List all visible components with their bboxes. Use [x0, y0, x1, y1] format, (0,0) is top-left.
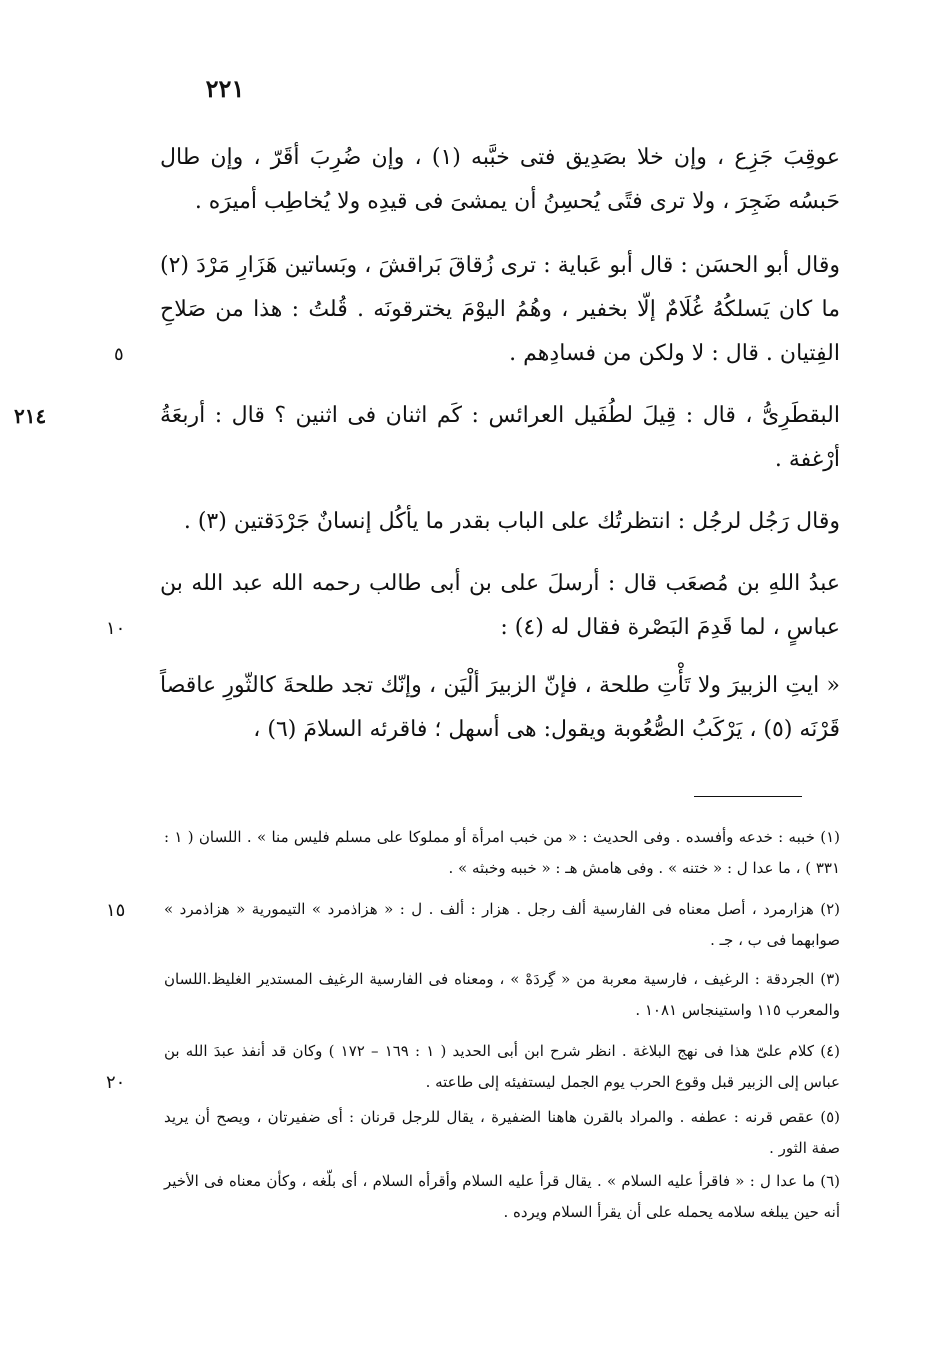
page-number: ٢٢١	[205, 74, 245, 103]
line-number-20: ٢٠	[106, 1072, 126, 1093]
paragraph-2: وقال أبو الحسَن : قال أبو عَباية : ترى زُقاقَ بَراقشَ ، وبَساتين هَزَارِ مَرْدَ (٢) ما كان يَسلكُهُ غُلَامٌ إلّا بخفير ، وهُمُ اليوْمَ يخترقونَه . قُلتُ : هذا من صَلاحِ الفِتيان . قال : لا ولكن من فسادِهم .	[160, 253, 840, 366]
footnote-5: (٥) عقص قرنه : عطفه . والمراد بالقرن هاهنا الضفيرة ، يقال للرجل قرنان : أى ضفيرتان ، ويصح أن يريد صفة الثور .	[164, 1108, 840, 1157]
paragraph-1: عوقِبَ جَزِع ، وإن خلا بصَدِيق فتى خبَّبه (١) ، وإن ضُرِبَ أقَرّ ، وإن طال حَبسُه ضَجِرَ ، ولا ترى فتًى يُحسِنُ أن يمشىَ فى قيدِه ولا يُخاطِب أميرَه .	[160, 145, 840, 214]
footnote-1: (١) خببه : خدعه وأفسده . وفى الحديث : « من خبب امرأة أو مملوكا على مسلم فليس منا » . اللسان ( ١ : ٣٣١ ) ، ما عدا ل : « ختنه » . وفى هامش هـ : « خببه وخبثه » .	[164, 828, 840, 877]
line-number-15: ١٥	[106, 900, 126, 921]
entry-number: ٢١٤	[14, 404, 47, 428]
line-number-10: ١٠	[106, 618, 126, 639]
paragraph-5: عبدُ اللهِ بن مُصعَب قال : أرسلَ على بن أبى طالب رحمه الله عبد الله بن عباسٍ ، لما قَدِمَ البَصْرة فقال له (٤) :	[160, 571, 840, 640]
paragraph-3: البقطَرِىُّ ، قال : قِيلَ لطُفَيل العرائس : كَم اثنان فى اثنين ؟ قال : أربعَةُ أرْغفة .	[160, 403, 840, 472]
paragraph-4: وقال رَجُل لرجُل : انتظرتُك على الباب بقدر ما يأكُل إنسانٌ جَرْدَقتين (٣) .	[183, 509, 840, 534]
line-number-5: ٥	[114, 344, 124, 365]
paragraph-6: « ايتِ الزبيرَ ولا تَأْتِ طلحة ، فإنّ الزبيرَ ألْيَن ، وإنّك تجد طلحةَ كالثّورِ عاقصاً قَرْنَه (٥) ، يَرْكَبُ الصُّعُوبة ويقول: هى أسهل ؛ فاقرئه السلامَ (٦) ،	[160, 673, 840, 742]
footnote-3: (٣) الجردقة : الرغيف ، فارسية معربة من « گِردَهْ » ، ومعناه فى الفارسية الرغيف المستدير الغليظ.اللسان والمعرب ١١٥ واستينجاس ١٠٨١ .	[164, 970, 840, 1019]
footnote-4: (٤) كلام علىّ هذا فى نهج البلاغة . انظر شرح ابن أبى الحديد ( ١ : ١٦٩ – ١٧٢ ) وكان قد أنفذ عبدَ الله بن عباس إلى الزبير قبل وقوع الحرب يوم الجمل ليستفيئه إلى طاعته .	[164, 1042, 840, 1091]
footnote-6: (٦) ما عدا ل : « فاقرأ عليه السلام » . يقال قرأ عليه السلام وأقرأه السلام ، أى بلّغه ، وكأن معناه فى الأخير أنه حين يبلغه سلامه يحمله على أن يقرأ السلام ويرده .	[164, 1172, 840, 1221]
footnote-divider	[694, 796, 802, 797]
footnote-2: (٢) هزارمرد ، أصل معناه فى الفارسية ألف رجل . هزار : ألف . ل : « هزاذمرد » التيمورية « هزاذمرد » صوابهما فى ب ، جـ .	[164, 900, 840, 949]
